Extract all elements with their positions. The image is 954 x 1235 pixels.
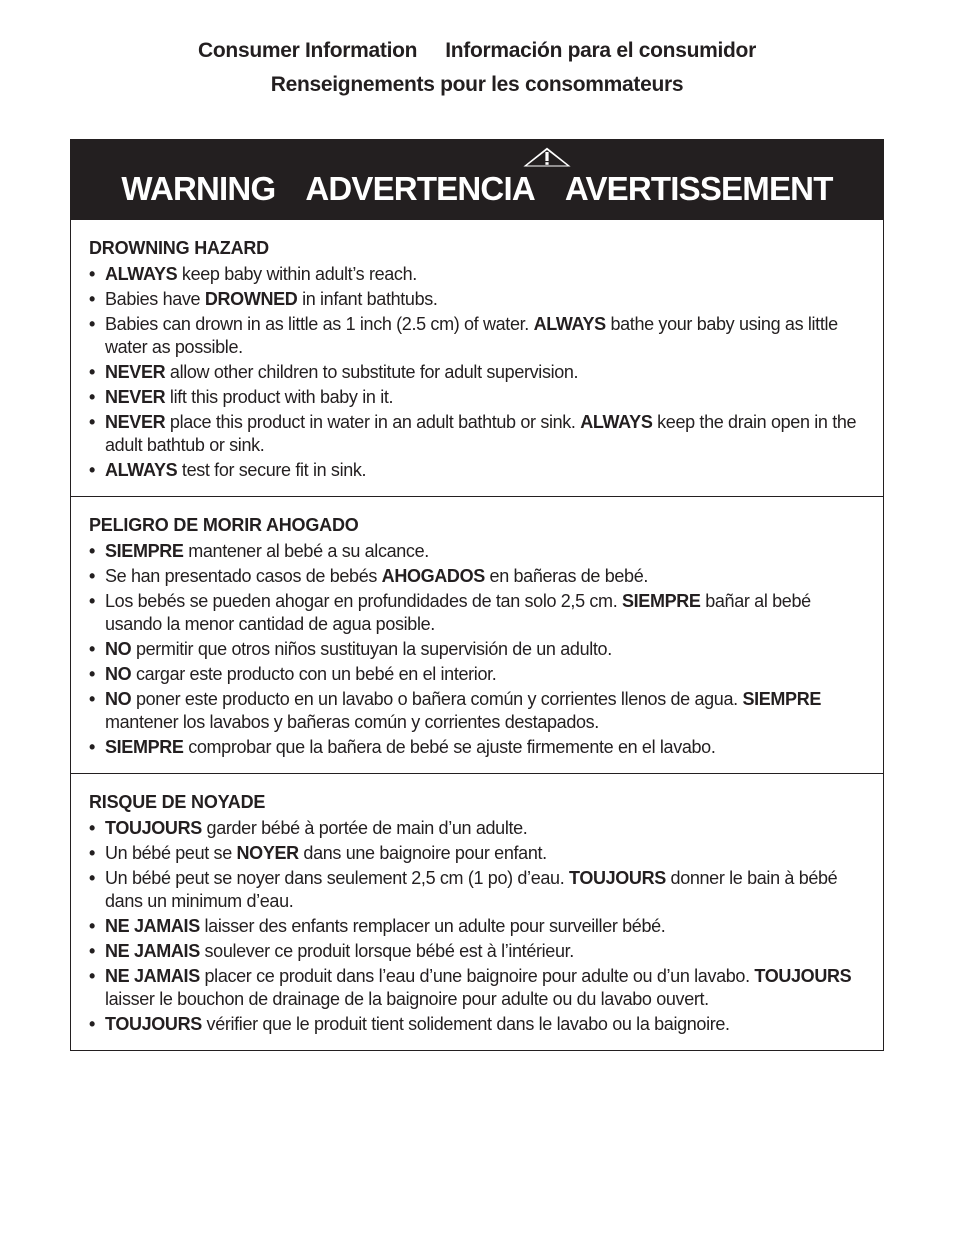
item-text: Un bébé peut se: [105, 843, 237, 863]
emphasis-text: SIEMPRE: [105, 737, 184, 757]
list-item: [89, 842, 863, 865]
item-text: laisser des enfants remplacer un adulte pour surveiller bébé.: [199, 916, 666, 936]
warning-title: [71, 167, 883, 211]
list-item: [89, 638, 863, 661]
list-item: [89, 459, 863, 482]
item-text: soulever ce produit lorsque bébé est à l’intérieur.: [199, 941, 574, 961]
emphasis-text: NEVER: [105, 362, 166, 382]
list-item: [89, 940, 863, 963]
item-text: vérifier que le produit tient solidement dans le lavabo ou la baignoire.: [201, 1014, 730, 1034]
emphasis-text: ALWAYS: [105, 460, 178, 480]
item-text: keep baby within adult’s reach.: [177, 264, 417, 284]
warning-title-fr: AVERTISSEMENT: [564, 170, 833, 207]
header-title-fr: Renseignements pour les consommateurs: [270, 73, 684, 96]
section-spanish: [71, 496, 883, 773]
emphasis-text: NOYER: [236, 843, 299, 863]
warning-title-es: ADVERTENCIA: [305, 170, 535, 207]
emphasis-text: TOUJOURS: [754, 966, 852, 986]
page-header: [0, 34, 954, 102]
emphasis-text: NE JAMAIS: [105, 941, 200, 961]
emphasis-text: ALWAYS: [533, 314, 606, 334]
header-title-es: Información para el consumidor: [445, 39, 756, 62]
emphasis-text: TOUJOURS: [569, 868, 666, 888]
list-item: [89, 915, 863, 938]
list-item: [89, 817, 863, 840]
item-text: allow other children to substitute for adult supervision.: [165, 362, 579, 382]
bullet-list: [89, 540, 863, 759]
item-text: bathe your baby using as little water as possible.: [105, 314, 838, 357]
list-item: [89, 965, 863, 1011]
item-text: mantener al bebé a su alcance.: [183, 541, 429, 561]
list-item: [89, 590, 863, 636]
warning-title-en: WARNING: [121, 170, 276, 207]
item-text: mantener los lavabos y bañeras común y corrientes destapados.: [105, 712, 599, 732]
item-text: keep the drain open in the adult bathtub or sink.: [105, 412, 857, 455]
section-english: [71, 219, 883, 496]
item-text: bañar al bebé usando la menor cantidad de agua posible.: [105, 591, 811, 634]
item-text: dans une baignoire pour enfant.: [298, 843, 547, 863]
item-text: Los bebés se pueden ahogar en profundidades de tan solo 2,5 cm.: [105, 591, 622, 611]
list-item: [89, 411, 863, 457]
item-text: place this product in water in an adult bathtub or sink.: [165, 412, 581, 432]
emphasis-text: NE JAMAIS: [105, 966, 200, 986]
header-line-1: [0, 34, 954, 68]
item-text: garder bébé à portée de main d’un adulte.: [201, 818, 528, 838]
emphasis-text: NO: [105, 664, 132, 684]
warning-banner: [71, 140, 883, 219]
emphasis-text: TOUJOURS: [105, 818, 202, 838]
emphasis-text: ALWAYS: [580, 412, 653, 432]
item-text: en bañeras de bebé.: [484, 566, 649, 586]
bullet-list: [89, 263, 863, 482]
list-item: [89, 263, 863, 286]
item-text: Babies can drown in as little as 1 inch (2.5 cm) of water.: [105, 314, 534, 334]
section-french: [71, 773, 883, 1050]
bullet-list: [89, 817, 863, 1036]
emphasis-text: NEVER: [105, 387, 166, 407]
list-item: [89, 663, 863, 686]
warning-box: [70, 139, 884, 1051]
item-text: donner le bain à bébé dans un minimum d’eau.: [105, 868, 838, 911]
emphasis-text: DROWNED: [204, 289, 298, 309]
emphasis-text: SIEMPRE: [105, 541, 184, 561]
list-item: [89, 688, 863, 734]
emphasis-text: SIEMPRE: [742, 689, 822, 709]
emphasis-text: AHOGADOS: [381, 566, 485, 586]
item-text: laisser le bouchon de drainage de la baignoire pour adulte ou du lavabo ouvert.: [105, 989, 709, 1009]
item-text: Se han presentado casos de bebés: [105, 566, 382, 586]
emphasis-text: ALWAYS: [105, 264, 178, 284]
item-text: lift this product with baby in it.: [165, 387, 394, 407]
section-title: PELIGRO DE MORIR AHOGADO: [89, 515, 359, 535]
warning-triangle-icon: [520, 146, 574, 168]
item-text: Babies have: [105, 289, 205, 309]
header-title-en: Consumer Information: [198, 39, 418, 62]
section-title: DROWNING HAZARD: [89, 238, 269, 258]
item-text: placer ce produit dans l’eau d’une baignoire pour adulte ou d’un lavabo.: [199, 966, 755, 986]
item-text: Un bébé peut se noyer dans seulement 2,5 cm (1 po) d’eau.: [105, 868, 569, 888]
item-text: permitir que otros niños sustituyan la supervisión de un adulto.: [131, 639, 612, 659]
emphasis-text: NO: [105, 689, 132, 709]
section-title: RISQUE DE NOYADE: [89, 792, 266, 812]
item-text: in infant bathtubs.: [297, 289, 438, 309]
item-text: cargar este producto con un bebé en el interior.: [131, 664, 497, 684]
list-item: [89, 288, 863, 311]
item-text: poner este producto en un lavabo o bañera común y corrientes llenos de agua.: [131, 689, 743, 709]
emphasis-text: NE JAMAIS: [105, 916, 200, 936]
list-item: [89, 1013, 863, 1036]
list-item: [89, 361, 863, 384]
list-item: [89, 386, 863, 409]
list-item: [89, 313, 863, 359]
list-item: [89, 867, 863, 913]
item-text: comprobar que la bañera de bebé se ajuste firmemente en el lavabo.: [183, 737, 716, 757]
list-item: [89, 540, 863, 563]
emphasis-text: NEVER: [105, 412, 166, 432]
list-item: [89, 736, 863, 759]
emphasis-text: NO: [105, 639, 132, 659]
emphasis-text: TOUJOURS: [105, 1014, 202, 1034]
list-item: [89, 565, 863, 588]
item-text: test for secure fit in sink.: [177, 460, 367, 480]
emphasis-text: SIEMPRE: [622, 591, 701, 611]
